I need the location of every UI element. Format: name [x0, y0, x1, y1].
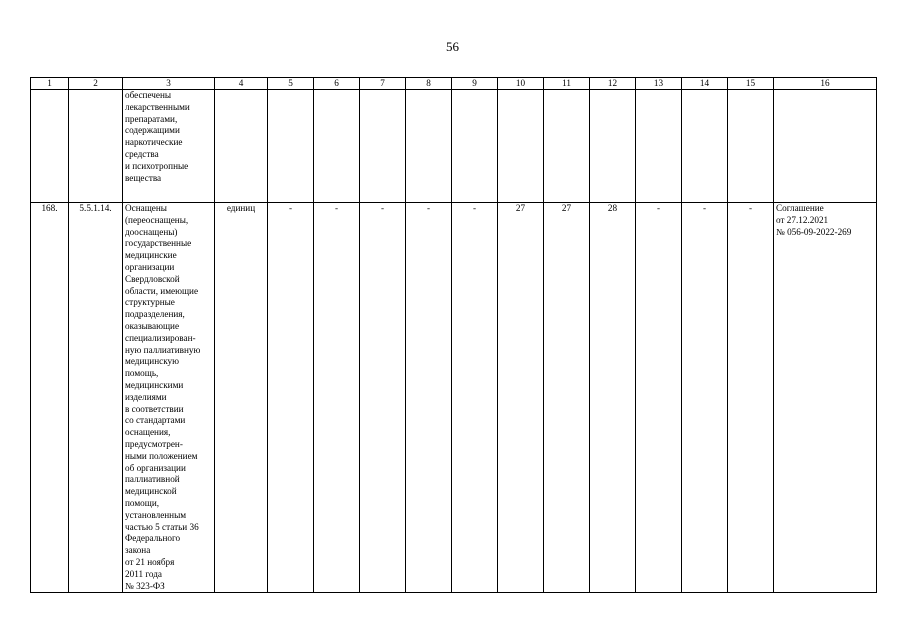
table-cell-value: - — [636, 203, 682, 593]
table-cell-basis — [774, 90, 877, 203]
table-row — [31, 203, 877, 593]
column-header: 8 — [406, 78, 452, 90]
table-row — [31, 90, 877, 203]
column-header: 2 — [69, 78, 123, 90]
table-cell-value: - — [314, 203, 360, 593]
column-header: 9 — [452, 78, 498, 90]
column-header: 1 — [31, 78, 69, 90]
column-header: 7 — [360, 78, 406, 90]
column-header: 5 — [268, 78, 314, 90]
table-cell-value — [682, 90, 728, 203]
column-header: 3 — [123, 78, 215, 90]
table-cell-unit — [215, 90, 268, 203]
page-number: 56 — [446, 39, 459, 54]
table-cell-description: обеспечены лекарственными препаратами, содержащими наркотические средства и психотропные вещества — [123, 90, 215, 203]
table-cell-number — [31, 90, 69, 203]
table-cell-value: 27 — [544, 203, 590, 593]
column-header: 4 — [215, 78, 268, 90]
table-cell-value: - — [360, 203, 406, 593]
table-cell-value — [360, 90, 406, 203]
table-cell-value — [636, 90, 682, 203]
column-header: 15 — [728, 78, 774, 90]
table-cell-basis: Соглашение от 27.12.2021 № 056-09-2022-269 — [774, 203, 877, 593]
column-header: 12 — [590, 78, 636, 90]
table-cell-value: - — [728, 203, 774, 593]
table-cell-number: 168. — [31, 203, 69, 593]
table-cell-value — [452, 90, 498, 203]
table-cell-value: - — [452, 203, 498, 593]
table-cell-value: - — [268, 203, 314, 593]
column-header: 14 — [682, 78, 728, 90]
table-header-row — [31, 78, 877, 90]
table-cell-value: - — [682, 203, 728, 593]
table-cell-value: 27 — [498, 203, 544, 593]
table-cell-value — [728, 90, 774, 203]
table-cell-value — [590, 90, 636, 203]
column-header: 11 — [544, 78, 590, 90]
table-cell-value — [406, 90, 452, 203]
column-header: 6 — [314, 78, 360, 90]
column-header: 10 — [498, 78, 544, 90]
table-cell-code: 5.5.1.14. — [69, 203, 123, 593]
document-table — [30, 77, 877, 593]
table-cell-value: 28 — [590, 203, 636, 593]
table-cell-value: - — [406, 203, 452, 593]
table-cell-value — [314, 90, 360, 203]
table-cell-value — [268, 90, 314, 203]
table-cell-unit: единиц — [215, 203, 268, 593]
column-header: 16 — [774, 78, 877, 90]
column-header: 13 — [636, 78, 682, 90]
table-cell-description: Оснащены (переоснащены, дооснащены) государственные медицинские организации Свердловской области, имеющие структурные подразделения, оказывающие специализирован- ную паллиативную медицинскую помощь, медицинскими изделиями в соответствии со стандартами оснащения, предусмотрен- ными положением об организации паллиативной медицинской помощи, установленным частью 5 статьи 36 Федерального закона от 21 ноября 2011 года № 323-ФЗ — [123, 203, 215, 593]
table-cell-value — [498, 90, 544, 203]
table-cell-code — [69, 90, 123, 203]
table-cell-value — [544, 90, 590, 203]
